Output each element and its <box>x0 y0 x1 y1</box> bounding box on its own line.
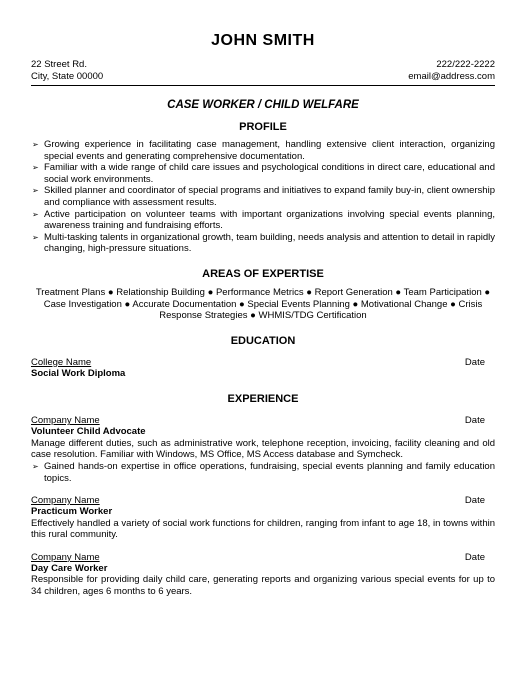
job-date: Date <box>464 551 485 563</box>
job-bullet-item: ➢ Gained hands-on expertise in office operations, fundraising, special events planning and family education topics. <box>32 460 495 484</box>
arrow-bullet-icon: ➢ <box>32 163 39 173</box>
experience-entry <box>31 415 495 484</box>
profile-heading: PROFILE <box>239 121 287 133</box>
education-entry <box>31 357 495 380</box>
address-block <box>31 59 103 83</box>
job-bullets <box>31 461 495 484</box>
profile-item: ➢ Familiar with a wide range of child care issues and psychological conditions in direct care, educational and social work environments. <box>32 162 495 185</box>
job-description: Effectively handled a variety of social work functions for children, ranging from infant to age 18, in towns within this rural community. <box>31 517 495 541</box>
address-line1: 22 Street Rd. <box>31 59 87 70</box>
contact-block <box>31 59 495 83</box>
experience-heading: EXPERIENCE <box>227 393 299 406</box>
phone-number: 222/222-2222 <box>436 59 495 70</box>
profile-item: ➢ Multi-tasking talents in organizational growth, team building, needs analysis and attention to detail in rapidly changing, high-pressure situations. <box>32 231 495 255</box>
candidate-name: JOHN SMITH <box>211 32 315 49</box>
school-name: College Name <box>31 356 92 368</box>
job-date: Date <box>464 495 485 507</box>
arrow-bullet-icon: ➢ <box>32 461 39 471</box>
expertise-heading: AREAS OF EXPERTISE <box>202 267 324 280</box>
experience-entry <box>31 552 495 598</box>
email-address: email@address.com <box>408 71 495 82</box>
profile-item: ➢ Active participation on volunteer teams with important organizations involving special events planning, awareness training and fundraising efforts. <box>32 208 495 232</box>
profile-item: ➢ Growing experience in facilitating case management, handling extensive client interaction, organizing special events and generating comprehensive documentation. <box>32 139 495 162</box>
job-role: Volunteer Child Advocate <box>31 426 146 438</box>
job-role: Day Care Worker <box>31 562 108 574</box>
profile-item: ➢ Skilled planner and coordinator of special programs and initiatives to expand family buy-in, client ownership and compliance with assessment results. <box>32 185 495 208</box>
profile-list <box>31 139 495 255</box>
education-date: Date <box>464 356 485 368</box>
job-role: Practicum Worker <box>31 506 113 518</box>
job-date: Date <box>464 415 485 427</box>
degree-name: Social Work Diploma <box>31 367 126 379</box>
company-name: Company Name <box>31 415 100 427</box>
arrow-bullet-icon: ➢ <box>32 209 39 219</box>
education-heading: EDUCATION <box>230 334 296 347</box>
experience-entry <box>31 495 495 541</box>
phone-email-block <box>408 59 495 83</box>
job-description: Responsible for providing daily child care, generating reports and organizing various special events for up to 34 children, ages 6 months to 6 years. <box>31 574 495 597</box>
address-line2: City, State 00000 <box>31 71 104 82</box>
arrow-bullet-icon: ➢ <box>32 232 39 242</box>
job-title: CASE WORKER / CHILD WELFARE <box>167 99 359 111</box>
header-divider <box>31 85 495 86</box>
arrow-bullet-icon: ➢ <box>32 140 39 149</box>
company-name: Company Name <box>31 551 100 563</box>
company-name: Company Name <box>31 495 100 507</box>
expertise-list: Treatment Plans ● Relationship Building ● Performance Metrics ● Report Generation ● Team Participation ● Case Investigation ● Accurate Documentation ● Special Events Planning ● Motivational Change ● Crisis Response Strategies ● WHMIS/TDG Certification <box>35 286 491 322</box>
job-description: Manage different duties, such as administrative work, telephone reception, invoicing, facility cleaning and old case resolution. Familiar with Windows, MS Office, MS Access database and Symcheck. <box>31 437 495 461</box>
arrow-bullet-icon: ➢ <box>32 186 39 196</box>
